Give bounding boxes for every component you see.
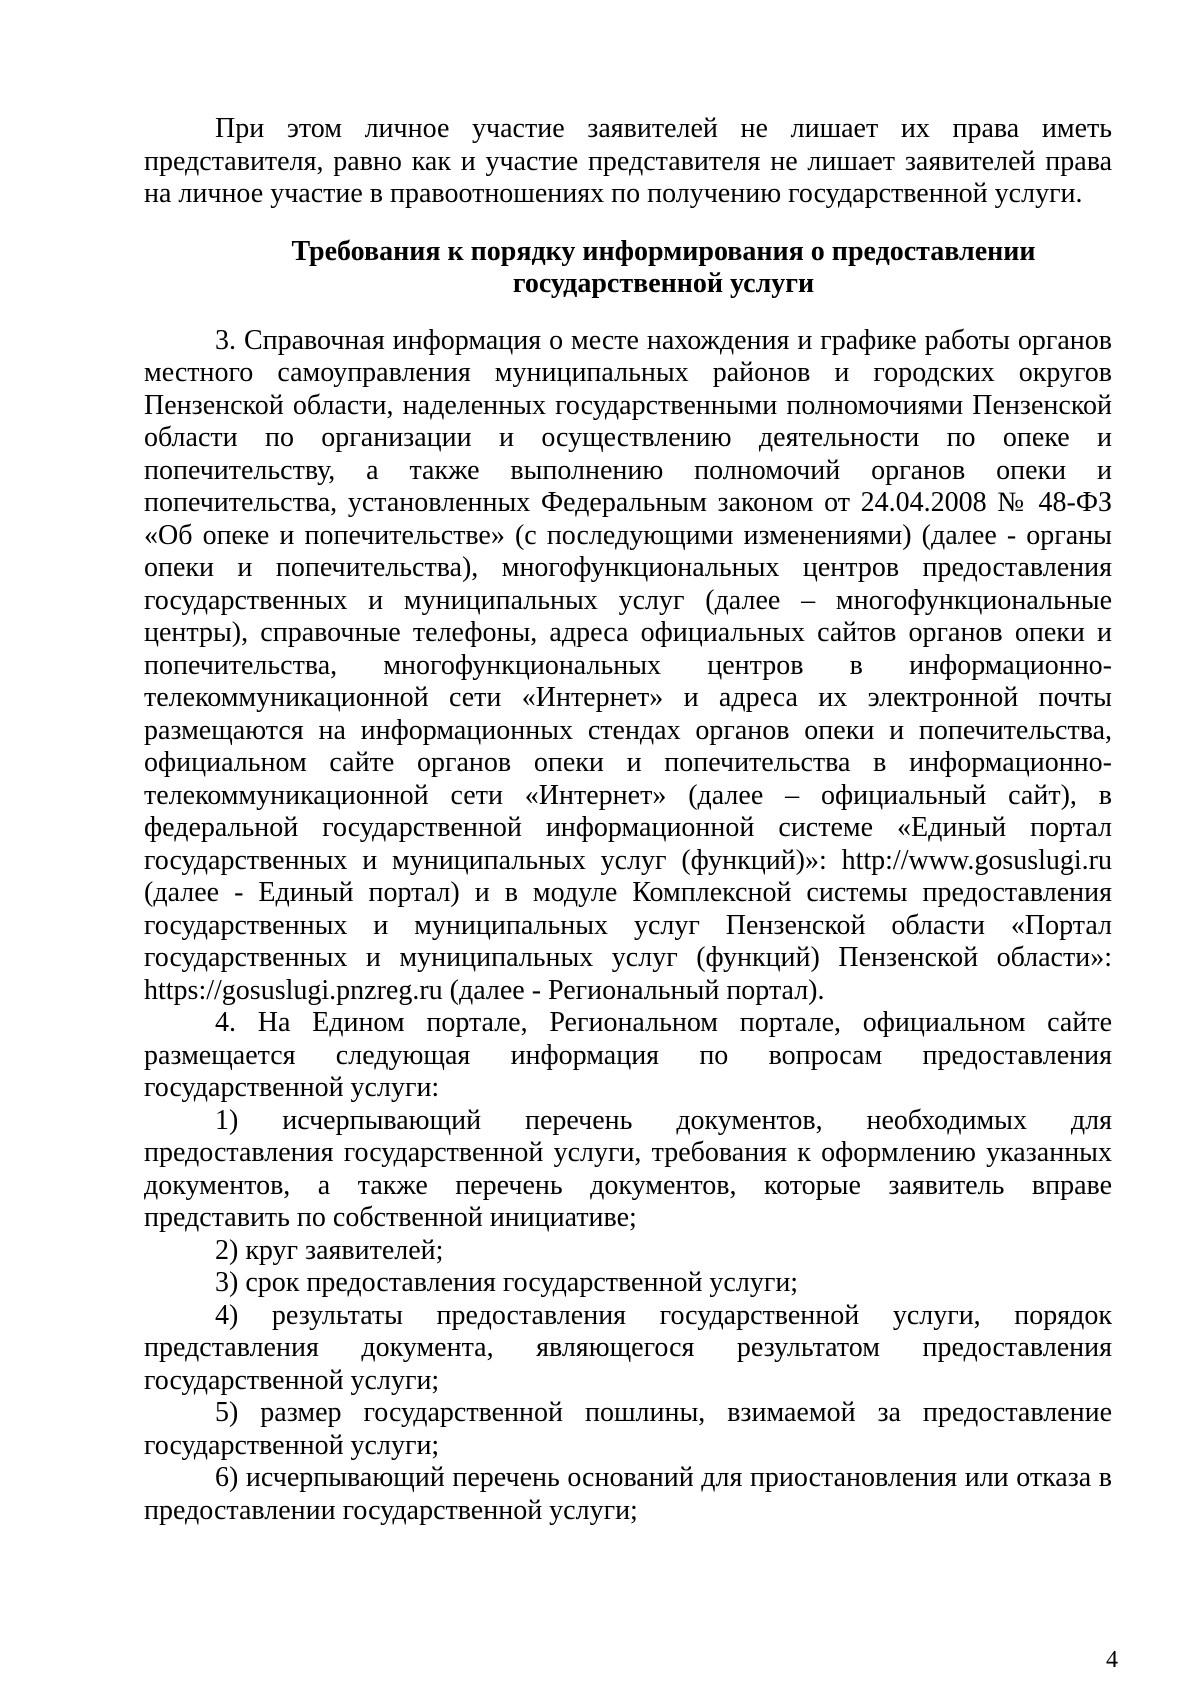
document-body [144,113,1112,1527]
section-heading-line-2: государственной услуги [512,268,815,299]
list-item-4-results: 4) результаты предоставления государственной услуги, порядок представления документа, являющегося результатом предоставления государственной услуги; [144,1299,1112,1396]
page-number: 4 [1106,1647,1118,1673]
section-heading-line-1: Требования к порядку информирования о предоставлении [291,235,1036,267]
list-item-5-fee: 5) размер государственной пошлины, взимаемой за предоставление государственной услуги; [144,1397,1112,1461]
list-item-3-term: 3) срок предоставления государственной услуги; [215,1267,799,1298]
paragraph-4-published-info: 4. На Едином портале, Региональном портале, официальном сайте размещается следующая информация по вопросам предоставления государственной услуги: [144,1007,1112,1103]
list-item-1-documents: 1) исчерпывающий перечень документов, необходимых для предоставления государственной услуги, требования к оформлению указанных документов, а также перечень документов, которые заявитель вправе представить по собственной инициативе; [144,1104,1112,1233]
list-item-2-applicants: 2) круг заявителей; [215,1234,444,1266]
intro-paragraph: При этом личное участие заявителей не лишает их права иметь представителя, равно как и участие представителя не лишает заявителей права на личное участие в правоотношениях по получению государственной услуги. [144,113,1112,209]
paragraph-3-reference-info: 3. Справочная информация о месте нахождения и графике работы органов местного самоуправления муниципальных районов и городских округов Пензенской области, наделенных государственными полномочиями Пензенской области по организации и осуществлению деятельности по опеке и попечительству, а также выполнению полномочий органов опеки и попечительства, установленных Федеральным законом от 24.04.2008 № 48-ФЗ «Об опеке и попечительстве» (с последующими изменениями) (далее - органы опеки и попечительства), многофункциональных центров предоставления государственных и муниципальных услуг (далее – многофункциональные центры), справочные телефоны, адреса официальных сайтов органов опеки и попечительства, многофункциональных центров в информационно-телекоммуникационной сети «Интернет» и адреса их электронной почты размещаются на информационных стендах органов опеки и попечительства, официальном сайте органов опеки и попечительства в информационно-телекоммуникационной сети «Интернет» (далее – официальный сайт), в федеральной государственной информационной системе «Единый портал государственных и муниципальных услуг (функций)»: http://www.gosuslugi.ru (далее - Единый портал) и в модуле Комплексной системы предоставления государственных и муниципальных услуг Пензенской области «Портал государственных и муниципальных услуг (функций) Пензенской области»: https://gosuslugi.pnzreg.ru (далее - Региональный портал). [144,324,1112,1006]
section-heading [144,236,1112,301]
list-item-6-refusal-grounds: 6) исчерпывающий перечень оснований для приостановления или отказа в предоставлении государственной услуги; [144,1462,1112,1526]
